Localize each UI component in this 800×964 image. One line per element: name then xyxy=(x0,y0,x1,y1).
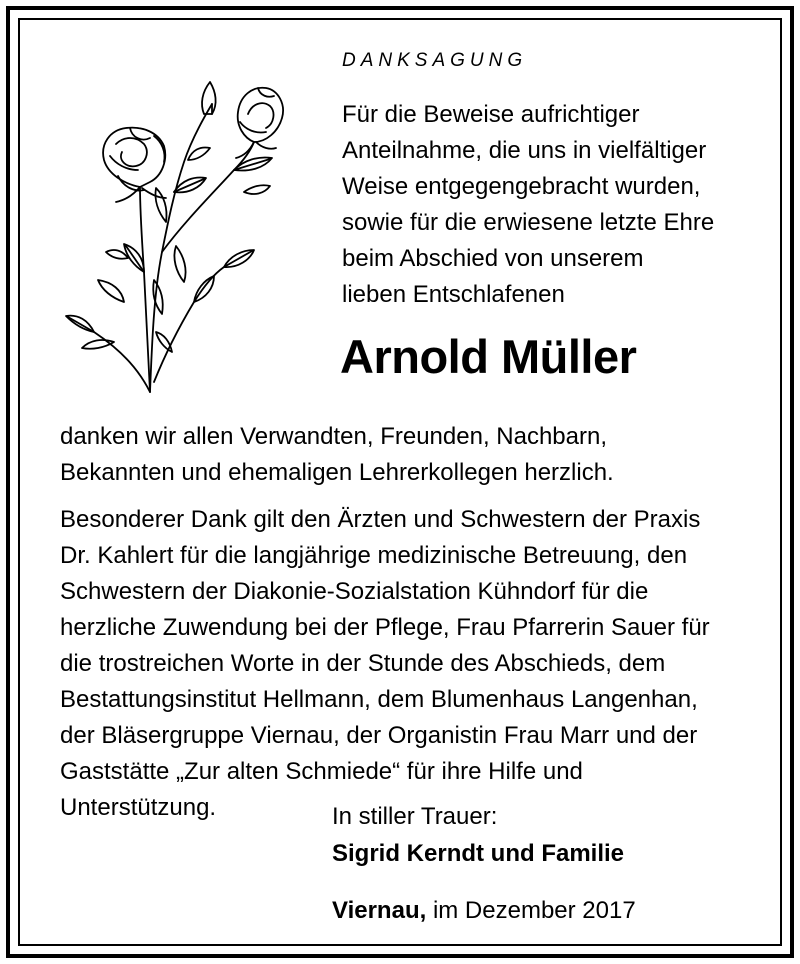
heading-danksagung: DANKSAGUNG xyxy=(342,50,528,71)
special-thanks-line: Gaststätte „Zur alten Schmiede“ für ihre Hilfe und xyxy=(60,758,583,785)
deceased-name: Arnold Müller xyxy=(340,330,637,383)
intro-line: Weise entgegengebracht wurden, xyxy=(342,173,701,200)
thanks-line: danken wir allen Verwandten, Freunden, Nachbarn, xyxy=(60,423,608,450)
intro-line: sowie für die erwiesene letzte Ehre xyxy=(342,209,715,236)
special-thanks-line: der Bläsergruppe Viernau, der Organistin Frau Marr und der xyxy=(60,722,698,749)
place-date xyxy=(332,893,636,929)
mourning-label: In stiller Trauer: xyxy=(332,803,498,830)
thanks-line: Bekannten und ehemaligen Lehrerkollegen herzlich. xyxy=(60,459,614,486)
intro-line: lieben Entschlafenen xyxy=(342,281,565,308)
intro-line: beim Abschied von unserem xyxy=(342,245,644,272)
thanks-paragraph xyxy=(60,419,614,491)
special-thanks-line: Dr. Kahlert für die langjährige medizinische Betreuung, den xyxy=(60,542,688,569)
special-thanks-line: Schwestern der Diakonie-Sozialstation Kühndorf für die xyxy=(60,578,649,605)
intro-line: Für die Beweise aufrichtiger xyxy=(342,101,640,128)
intro-text xyxy=(342,97,714,313)
special-thanks-line: herzliche Zuwendung bei der Pflege, Frau Pfarrerin Sauer für xyxy=(60,614,710,641)
special-thanks-line: Bestattungsinstitut Hellmann, dem Blumenhaus Langenhan, xyxy=(60,686,698,713)
family-signature: Sigrid Kerndt und Familie xyxy=(332,840,625,867)
special-thanks-line: Unterstützung. xyxy=(60,794,217,821)
intro-line: Anteilnahme, die uns in vielfältiger xyxy=(342,137,707,164)
date: im Dezember 2017 xyxy=(432,897,636,924)
special-thanks-line: Besonderer Dank gilt den Ärzten und Schwestern der Praxis xyxy=(60,506,701,533)
special-thanks-paragraph xyxy=(60,502,710,826)
rose-illustration xyxy=(54,52,286,404)
place: Viernau, xyxy=(332,897,427,924)
special-thanks-line: die trostreichen Worte in der Stunde des Abschieds, dem xyxy=(60,650,666,677)
